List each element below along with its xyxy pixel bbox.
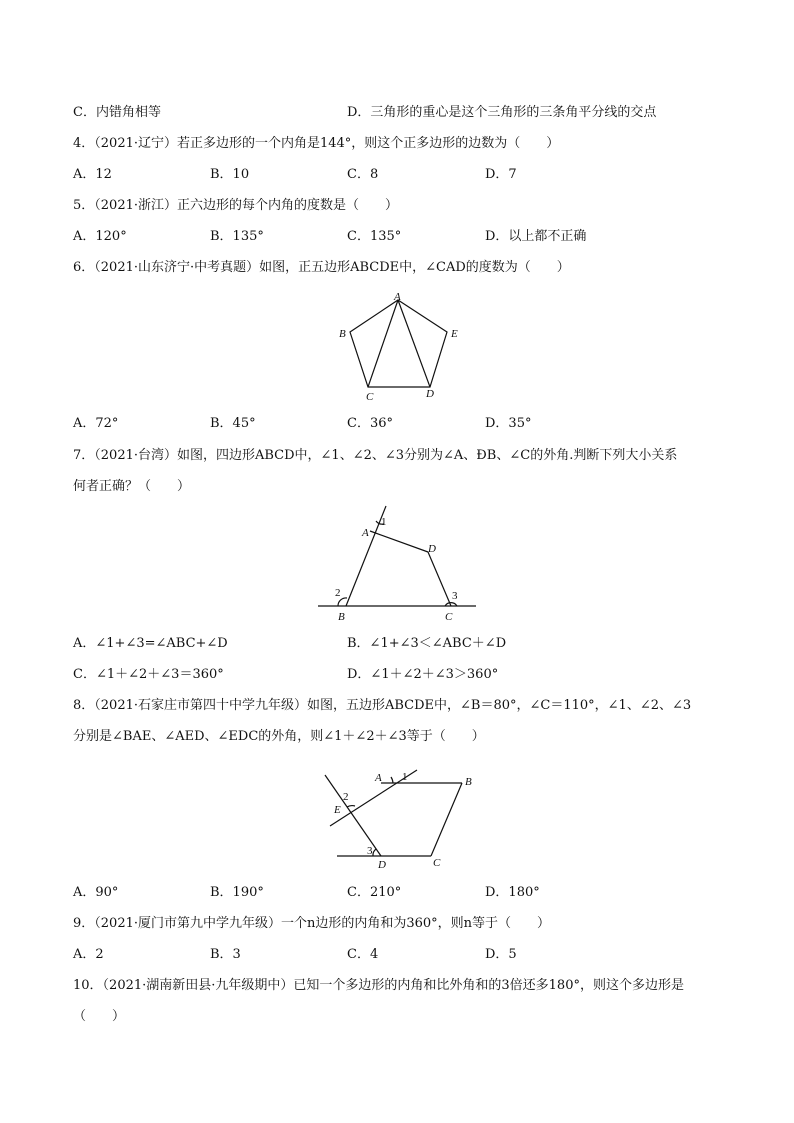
- q9-option-a: A．2: [73, 947, 104, 962]
- q6-option-a: A．72°: [73, 416, 119, 431]
- question-10-stem-line2: （ ）: [73, 1009, 126, 1024]
- vertex-label-c: C: [366, 391, 374, 403]
- q9-option-c: C．4: [347, 947, 379, 962]
- angle-label-1: 1: [381, 516, 387, 528]
- question-7-stem-line2: 何者正确？（ ）: [73, 479, 191, 494]
- q6-option-c: C．36°: [347, 416, 393, 431]
- q4-option-c: C．8: [347, 167, 379, 182]
- question-5-stem: 5．（2021·浙江）正六边形的每个内角的度数是（ ）: [73, 198, 398, 213]
- q8-option-c: C．210°: [347, 885, 402, 900]
- q7-option-a: A．∠1+∠3=∠ABC+∠D: [73, 636, 228, 651]
- option-d: D．三角形的重心是这个三角形的三条角平分线的交点: [347, 105, 657, 120]
- question-8-stem-line2: 分别是∠BAE、∠AED、∠EDC的外角，则∠1＋∠2＋∠3等于（ ）: [73, 729, 485, 744]
- vertex-label-e: E: [451, 328, 458, 340]
- pentagon-exterior-angles-figure: [315, 760, 480, 875]
- question-6-stem: 6．（2021·山东济宁·中考真题）如图，正五边形ABCDE中，∠CAD的度数为（ ）: [73, 260, 570, 275]
- q5-option-c: C．135°: [347, 229, 402, 244]
- vertex-label-b: B: [339, 328, 346, 340]
- q9-option-b: B．3: [210, 947, 241, 962]
- q4-option-a: A．12: [73, 167, 112, 182]
- q7-option-d: D．∠1＋∠2＋∠3＞360°: [347, 667, 499, 682]
- q5-option-a: A．120°: [73, 229, 127, 244]
- quadrilateral-figure: [310, 500, 485, 625]
- vertex-label-d: D: [426, 388, 434, 400]
- pentagon-figure: [330, 290, 470, 405]
- q7-option-c: C．∠1＋∠2＋∠3＝360°: [73, 667, 224, 682]
- question-10-stem-line1: 10．（2021·湖南新田县·九年级期中）已知一个多边形的内角和比外角和的3倍还多180°，则这个多边形是: [73, 978, 684, 993]
- q6-option-d: D．35°: [485, 416, 532, 431]
- angle-label-1: 1: [402, 771, 408, 783]
- angle-label-3: 3: [452, 590, 458, 602]
- q6-option-b: B．45°: [210, 416, 256, 431]
- question-7-stem-line1: 7．（2021·台湾）如图，四边形ABCD中，∠1、∠2、∠3分别为∠A、ÐB、∠C的外角.判断下列大小关系: [73, 448, 678, 463]
- angle-label-2: 2: [335, 587, 341, 599]
- vertex-label-c: C: [445, 611, 453, 623]
- vertex-label-d: D: [428, 543, 436, 555]
- q5-option-b: B．135°: [210, 229, 264, 244]
- question-8-stem-line1: 8．（2021·石家庄市第四十中学九年级）如图，五边形ABCDE中，∠B＝80°，∠C＝110°，∠1、∠2、∠3: [73, 698, 692, 713]
- q4-option-d: D．7: [485, 167, 517, 182]
- vertex-label-e: E: [334, 804, 341, 816]
- vertex-label-a: A: [375, 772, 382, 784]
- vertex-label-b: B: [338, 611, 345, 623]
- q4-option-b: B．10: [210, 167, 250, 182]
- q8-option-b: B．190°: [210, 885, 264, 900]
- q7-option-b: B．∠1+∠3＜∠ABC＋∠D: [347, 636, 507, 651]
- vertex-label-a: A: [394, 291, 401, 303]
- vertex-label-d: D: [378, 859, 386, 871]
- q8-option-d: D．180°: [485, 885, 540, 900]
- vertex-label-a: A: [362, 527, 369, 539]
- vertex-label-b: B: [465, 776, 472, 788]
- option-c: C．内错角相等: [73, 105, 161, 120]
- vertex-label-c: C: [433, 857, 441, 869]
- angle-label-2: 2: [343, 791, 349, 803]
- q9-option-d: D．5: [485, 947, 517, 962]
- angle-label-3: 3: [367, 845, 373, 857]
- question-9-stem: 9．（2021·厦门市第九中学九年级）一个n边形的内角和为360°，则n等于（ ）: [73, 916, 551, 931]
- question-4-stem: 4．（2021·辽宁）若正多边形的一个内角是144°，则这个正多边形的边数为（ ）: [73, 136, 560, 151]
- q8-option-a: A．90°: [73, 885, 119, 900]
- q5-option-d: D．以上都不正确: [485, 229, 587, 244]
